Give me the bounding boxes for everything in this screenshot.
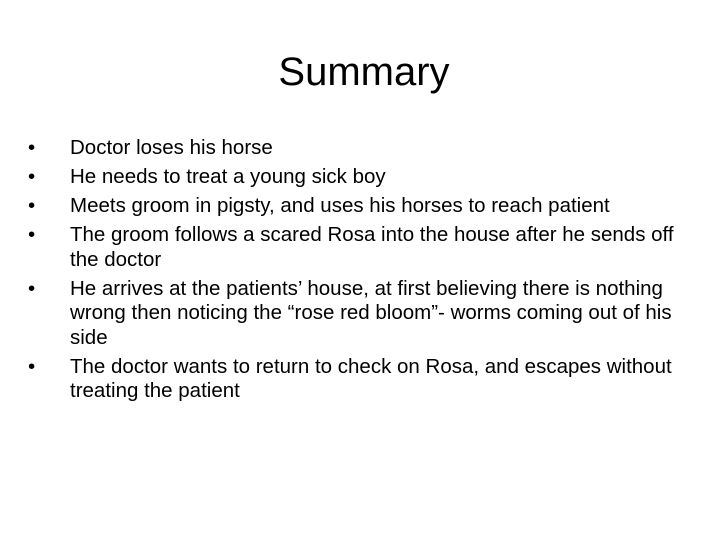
bullet-text: The groom follows a scared Rosa into the house after he sends off the doctor [70,223,674,271]
bullet-icon: • [28,136,36,159]
slide-title: Summary [278,50,450,94]
bullet-item [28,277,698,351]
bullet-item [28,165,698,190]
bullet-icon: • [28,165,36,188]
bullet-item [28,194,698,219]
bullet-icon: • [28,194,36,217]
bullet-icon: • [28,223,36,246]
bullet-item [28,223,698,272]
bullet-icon: • [28,354,36,378]
bullet-list [28,136,698,408]
bullet-text: Doctor loses his horse [70,136,273,159]
bullet-text: He needs to treat a young sick boy [70,165,386,188]
bullet-icon: • [28,276,36,300]
bullet-item [28,136,698,161]
bullet-text: Meets groom in pigsty, and uses his horses to reach patient [70,194,610,217]
bullet-item [28,355,698,404]
bullet-text: The doctor wants to return to check on Rosa, and escapes without treating the patient [70,354,672,402]
bullet-text: He arrives at the patients’ house, at first believing there is nothing wrong then noticing the “rose red bloom”- worms coming out of his side [70,276,672,349]
